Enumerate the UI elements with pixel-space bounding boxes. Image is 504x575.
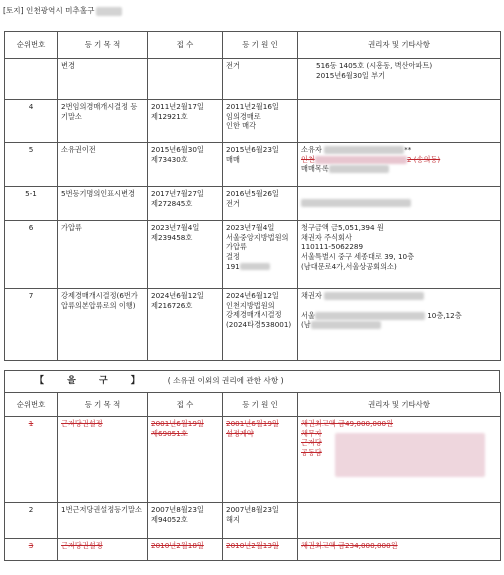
- row-rights: 소유자 ** 인천 2 (송의동) 매매목록: [298, 143, 501, 187]
- col-header-cause: 등 기 원 인: [223, 393, 298, 417]
- row-num: 5: [5, 143, 58, 187]
- redacted-creditor-address: [315, 312, 425, 320]
- owner-label: 소유자: [301, 145, 322, 154]
- row-cause: 2015년6월23일 매매: [223, 143, 298, 187]
- row-cause: 2011년2월16일 임의경매로 인한 매각: [223, 100, 298, 143]
- sale-list-label: 매매목록: [301, 164, 329, 174]
- redacted-case-number: [240, 263, 270, 270]
- redacted-address: [96, 7, 122, 16]
- table-row: [5, 503, 501, 539]
- redacted-address: [315, 156, 407, 164]
- redacted-name-change: [301, 199, 411, 207]
- col-header-cause: 등 기 원 인: [223, 32, 298, 59]
- row-num: 4: [5, 100, 58, 143]
- row-purpose: 2번임의경매개시결정 등기말소: [58, 100, 148, 143]
- header-label: [토지] 인천광역시 미추홀구: [3, 6, 95, 16]
- row-num: 2: [5, 503, 58, 539]
- row-rights: 516동 1405호 (시흥동, 벽산아파트) 2015년6월30일 부기: [298, 59, 501, 100]
- table-row: [5, 221, 501, 289]
- table-row: [5, 100, 501, 143]
- row-rights: [298, 187, 501, 221]
- row-num: 6: [5, 221, 58, 289]
- col-header-rights: 권리자 및 기타사항: [298, 32, 501, 59]
- section-eul-subtitle: ( 소유권 이외의 권리에 관한 사항 ): [167, 376, 284, 386]
- row-num: 5-1: [5, 187, 58, 221]
- redacted-owner: [324, 146, 404, 154]
- table-row: [5, 539, 501, 561]
- row-cause: 2001년6월19일 설정계약: [223, 417, 298, 503]
- row-cause: [223, 221, 298, 289]
- row-cause: 2010년2월13일: [223, 539, 298, 561]
- gap-gu-table: [4, 31, 501, 361]
- cause-tail: 191: [226, 261, 240, 271]
- row-receipt: 2023년7월4일 제239458호: [148, 221, 223, 289]
- row-receipt: [148, 59, 223, 100]
- row-cause: 2007년8월23일 해지: [223, 503, 298, 539]
- row-receipt: 2011년2월17일 제12921호: [148, 100, 223, 143]
- row-purpose: 가압류: [58, 221, 148, 289]
- creditor-address-line3: (남: [301, 320, 311, 330]
- col-header-purpose: 등 기 목 적: [58, 32, 148, 59]
- row-cause: 2024년6월12일 인천지방법원의 강제경매개시결정(2024타경538001): [223, 289, 298, 361]
- row-rights: 청구금액 금5,051,394 원 채권자 주식회사 110111-5062289 서울특별시 중구 세종대로 39, 10층 (남대문로4가,서울상공회의소): [298, 221, 501, 289]
- row-purpose: 1번근저당권설정등기말소: [58, 503, 148, 539]
- col-header-rank: 순위번호: [5, 393, 58, 417]
- creditor-address-start: 서울: [301, 310, 315, 320]
- table-row: [5, 59, 501, 100]
- table-header-row: [5, 32, 501, 59]
- row-purpose: 변경: [58, 59, 148, 100]
- col-header-rank: 순위번호: [5, 32, 58, 59]
- row-receipt: 2001년6월19일 제69051호: [148, 417, 223, 503]
- creditor-address-end: 10층,12층: [427, 310, 462, 320]
- struck-address-end: 2 (송의동): [406, 154, 441, 164]
- row-receipt: 2017년7월27일 제272845호: [148, 187, 223, 221]
- col-header-receipt: 접 수: [148, 32, 223, 59]
- row-rights: 채권최고액 금234,000,000원: [298, 539, 501, 561]
- row-purpose: 소유권이전: [58, 143, 148, 187]
- row-purpose: 5번등기명의인표시변경: [58, 187, 148, 221]
- eul-gu-table: [4, 392, 501, 561]
- table-header-row: [5, 393, 501, 417]
- row-receipt: 2024년6월12일 제216726호: [148, 289, 223, 361]
- row-num: 1: [5, 417, 58, 503]
- section-eul-title: 【 을 구 】: [35, 376, 150, 387]
- row-num: 7: [5, 289, 58, 361]
- row-cause: 전거: [223, 59, 298, 100]
- section-eul-title-bar: [4, 370, 500, 392]
- row-purpose: 근저당권설정: [58, 417, 148, 503]
- redacted-mortgage-details: [335, 433, 485, 477]
- row-rights: [298, 503, 501, 539]
- struck-mortgage-rights: 채권최고액 금49,000,000원 채무자 근저당 공동담: [301, 419, 394, 458]
- redacted-creditor-address-2: [311, 321, 381, 329]
- document-header: [3, 4, 122, 19]
- row-rights: [298, 100, 501, 143]
- col-header-rights: 권리자 및 기타사항: [298, 393, 501, 417]
- row-rights: [298, 417, 501, 503]
- col-header-receipt: 접 수: [148, 393, 223, 417]
- row-receipt: 2015년6월30일 제73430호: [148, 143, 223, 187]
- row-rights: [298, 289, 501, 361]
- row-purpose: 강제경매개시결정(6번가압류의본압류로의 이행): [58, 289, 148, 361]
- row-receipt: 2010년2월18일: [148, 539, 223, 561]
- table-row: [5, 289, 501, 361]
- row-num: 3: [5, 539, 58, 561]
- row-cause: 2016년5월26일 전거: [223, 187, 298, 221]
- redacted-creditor: [324, 292, 424, 300]
- cause-text: 2023년7월4일 서울중앙지방법원의 가압류 결정: [226, 223, 289, 262]
- creditor-label: 채권자: [301, 291, 322, 300]
- row-receipt: 2007년8월23일 제94052호: [148, 503, 223, 539]
- redacted-sale-list: [329, 165, 389, 173]
- col-header-purpose: 등 기 목 적: [58, 393, 148, 417]
- table-row: [5, 187, 501, 221]
- table-row: [5, 143, 501, 187]
- row-purpose: 근저당권설정: [58, 539, 148, 561]
- struck-address-start: 인천: [301, 154, 315, 164]
- table-row: [5, 417, 501, 503]
- row-num: [5, 59, 58, 100]
